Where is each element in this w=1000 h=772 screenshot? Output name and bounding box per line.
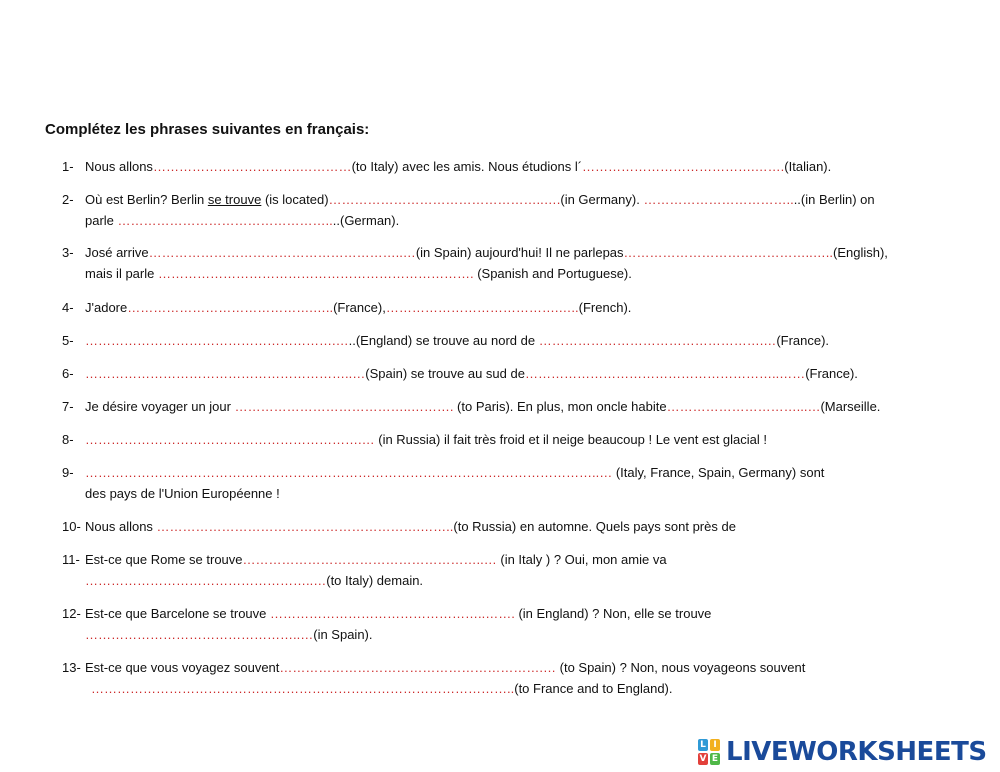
answer-blank[interactable]: …………………………………..……….: [234, 399, 454, 414]
sentence-text: (French).: [578, 300, 632, 315]
exercise-number: 5-: [62, 333, 74, 348]
exercise-line: [85, 603, 711, 624]
exercise-line-continued: [85, 570, 423, 591]
exercise-number: 10-: [62, 519, 81, 534]
answer-blank[interactable]: ……………………………………………..…: [85, 573, 327, 588]
answer-blank[interactable]: ……………………………………………………………….: [157, 266, 474, 281]
answer-blank[interactable]: …………………………….…………: [152, 159, 352, 174]
logo-grid-icon: [698, 739, 720, 765]
sentence-text: Nous allons: [85, 159, 153, 174]
logo-letter-v: V: [699, 754, 707, 764]
sentence-text: Est-ce que Rome se trouve: [85, 552, 243, 567]
exercise-line: [85, 189, 875, 210]
answer-blank[interactable]: …………………………………………..: [117, 213, 333, 228]
logo-letter-l: L: [698, 739, 708, 751]
exercise-number: 7-: [62, 399, 74, 414]
sentence-text: (in Spain).: [313, 627, 373, 642]
sentence-text: Où est Berlin? Berlin: [85, 192, 208, 207]
exercise-line: [85, 330, 829, 351]
answer-blank[interactable]: ………………………………………………………………………………………………………..…: [85, 465, 613, 480]
exercise-number: 11-: [62, 552, 80, 567]
sentence-text: J'adore: [85, 300, 128, 315]
sentence-text: ..(England) se trouve au nord de: [348, 333, 539, 348]
sentence-text: (France).: [776, 333, 830, 348]
exercise-line: [85, 462, 824, 483]
exercise-number: 3-: [62, 245, 74, 260]
exercise-number: 9-: [62, 465, 74, 480]
worksheet-title: Complétez les phrases suivantes en français:: [45, 121, 370, 138]
answer-blank[interactable]: ………………………………………………….…: [85, 333, 349, 348]
sentence-text: (Italy, France, Spain, Germany) sont: [612, 465, 825, 480]
answer-blank[interactable]: …………………………………………..…: [85, 627, 314, 642]
sentence-text: (Spanish and Portuguese).: [473, 266, 632, 281]
exercise-number: 8-: [62, 432, 74, 447]
exercise-line: [85, 297, 631, 318]
exercise-line-continued: [85, 263, 632, 284]
answer-blank[interactable]: ……………………………………………………….…: [85, 432, 375, 447]
answer-blank[interactable]: …………………………………….…..: [127, 300, 334, 315]
answer-blank[interactable]: ………………………………….…….: [582, 159, 785, 174]
sentence-text: (to Spain) ? Non, nous voyageons souvent: [556, 660, 806, 675]
sentence-text: (in England) ? Non, elle se trouve: [514, 606, 712, 621]
sentence-text: (in Spain) aujourd'hui! Il ne parlepas: [415, 245, 624, 260]
exercise-line: [85, 429, 767, 450]
sentence-text: mais il parle: [85, 266, 158, 281]
answer-blank[interactable]: ……………………………………………………..…: [85, 366, 366, 381]
exercise-line: [85, 657, 805, 678]
sentence-text: (to Paris). En plus, mon oncle habite: [453, 399, 667, 414]
sentence-text: (France).: [805, 366, 858, 381]
answer-blank[interactable]: …………………………………………………..…: [148, 245, 416, 260]
logo-text: LIVEWORKSHEETS: [726, 737, 987, 767]
liveworksheets-logo: [698, 737, 987, 767]
sentence-text: (to France and to England).: [514, 681, 673, 696]
sentence-text: ..(in Berlin) on: [793, 192, 875, 207]
sentence-text: (in Italy ) ? Oui, mon amie va: [496, 552, 667, 567]
answer-blank[interactable]: ……………………………………..…..: [623, 245, 833, 260]
exercise-line-continued: [91, 678, 673, 699]
logo-letter-i: I: [710, 739, 720, 751]
exercise-line: [85, 156, 831, 177]
sentence-text: (is located): [261, 192, 329, 207]
sentence-text: (Spain) se trouve au sud de: [365, 366, 525, 381]
exercise-line: [85, 396, 880, 417]
sentence-text: (Marseille.: [820, 399, 881, 414]
sentence-text: Nous allons: [85, 519, 157, 534]
sentence-text: (to Italy) demain.: [326, 573, 424, 588]
exercise-line-continued: [85, 483, 280, 504]
sentence-text: (Italian).: [784, 159, 832, 174]
exercise-line: [85, 363, 858, 384]
sentence-text: (in Germany).: [560, 192, 644, 207]
exercise-number: 6-: [62, 366, 74, 381]
sentence-text: José arrive: [85, 245, 149, 260]
answer-blank[interactable]: …………………………………………………..……: [524, 366, 806, 381]
answer-blank[interactable]: ………………………………………………..…: [242, 552, 497, 567]
answer-blank[interactable]: …………………………………………………….…: [279, 660, 557, 675]
exercise-number: 12-: [62, 606, 81, 621]
answer-blank[interactable]: ………………………………….…..: [385, 300, 579, 315]
exercise-line: [85, 549, 667, 570]
exercise-number: 13-: [62, 660, 81, 675]
answer-blank[interactable]: …………………………………………………….……..: [156, 519, 454, 534]
sentence-text: Est-ce que vous voyagez souvent: [85, 660, 280, 675]
exercise-line-continued: [85, 210, 399, 231]
sentence-text: parle: [85, 213, 118, 228]
answer-blank[interactable]: ……………………………..: [643, 192, 794, 207]
exercise-number: 4-: [62, 300, 74, 315]
answer-blank[interactable]: …………………………………………….…: [538, 333, 777, 348]
sentence-text: (in Russia) il fait très froid et il neige beaucoup ! Le vent est glacial !: [374, 432, 767, 447]
sentence-text: ..(German).: [332, 213, 400, 228]
logo-letter-e: E: [711, 754, 719, 764]
sentence-text: (France),: [333, 300, 386, 315]
answer-blank[interactable]: ……………………………………………………………………………………..: [91, 681, 515, 696]
exercise-line-continued: [85, 624, 372, 645]
answer-blank[interactable]: …………………………………………..….: [328, 192, 561, 207]
sentence-text: (to Italy) avec les amis. Nous étudions l´: [351, 159, 583, 174]
sentence-text: Est-ce que Barcelone se trouve: [85, 606, 270, 621]
exercise-number: 1-: [62, 159, 74, 174]
exercise-line: [85, 242, 888, 263]
sentence-text: des pays de l'Union Européenne !: [85, 486, 280, 501]
answer-blank[interactable]: …………………………………………..…….: [270, 606, 515, 621]
sentence-text: Je désire voyager un jour: [85, 399, 235, 414]
exercise-number: 2-: [62, 192, 74, 207]
sentence-text: (to Russia) en automne. Quels pays sont près de: [453, 519, 736, 534]
answer-blank[interactable]: …………………………...…: [666, 399, 821, 414]
underlined-phrase: se trouve: [207, 192, 262, 207]
exercise-line: [85, 516, 736, 537]
sentence-text: (English),: [833, 245, 888, 260]
